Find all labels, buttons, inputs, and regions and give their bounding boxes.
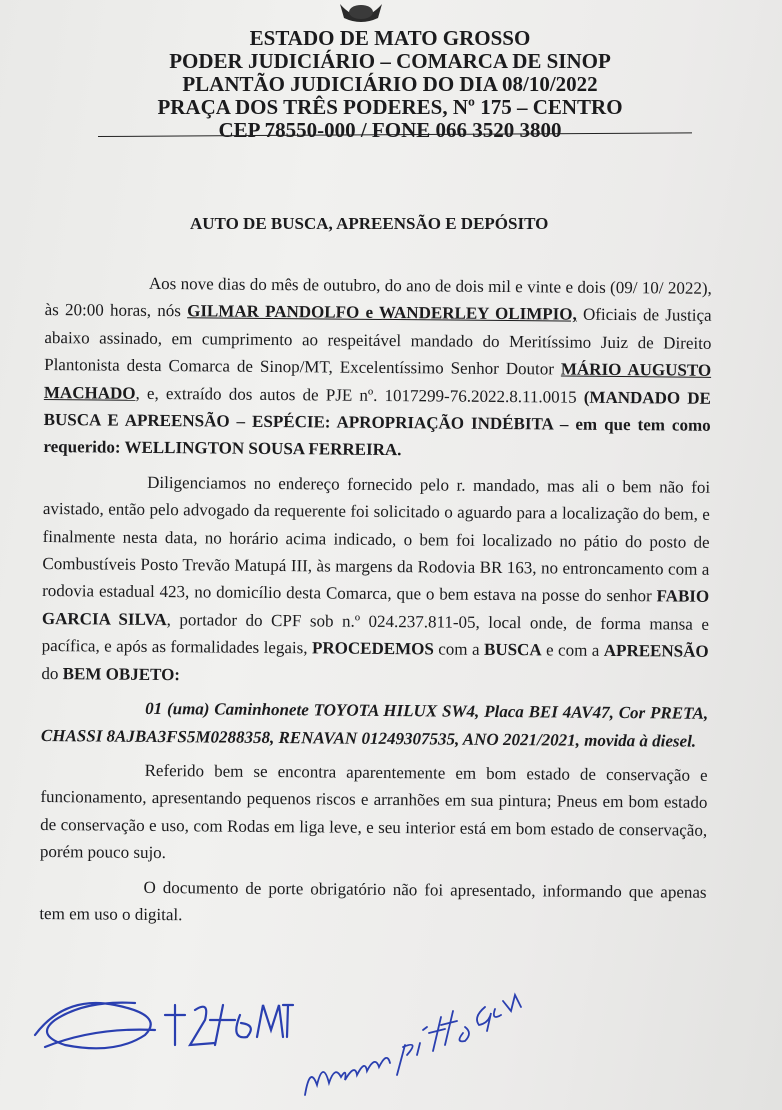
- search-keyword: BUSCA: [483, 640, 542, 660]
- document-title: AUTO DE BUSCA, APREENSÃO E DEPÓSITO: [190, 214, 549, 233]
- paragraph-diligence: [41, 468, 710, 693]
- judge-name: MÁRIO AUGUSTO MACHADO: [43, 359, 712, 403]
- paragraph-document: O documento de porte obrigatório não foi apresentado, informando que apenas tem em uso o digital.: [39, 877, 707, 925]
- object-keyword: BEM OBJETO:: [62, 663, 181, 684]
- officer-names: GILMAR PANDOLFO e WANDERLEY OLIMPIO,: [187, 301, 577, 325]
- connector-text-3: do: [41, 663, 63, 683]
- warrant-description: (MANDADO DE BUSCA E APREENSÃO – ESPÉCIE: APROPRIAÇÃO INDÉBITA – em que tem como requerido: WELLINGTON SOUSA FERREIRA.: [43, 387, 711, 460]
- officer-signature-right: [295, 955, 535, 1105]
- paragraph-intro: [43, 269, 712, 467]
- diligence-text: Diligenciamos no endereço fornecido pelo r. mandado, mas ali o bem não foi avistado, então pelo advogado da requerente foi solicitado o aguardo para a localização do bem, e finalmente nesta data, no horário acima indicado, o bem foi localizado no pátio do posto de Combustíveis Posto Trevão Matupá III, às margens da Rodovia BR 163, no entroncamento com a rodovia estadual 423, no domicílio desta Comarca, que o bem estava na posse do senhor: [42, 472, 711, 606]
- intro-text-2: Oficiais de Justiça abaixo assinado, em cumprimento ao respeitável mandado do Meritíssimo Juiz de Direito Plantonista desta Comarca de Sinop/MT, Excelentíssimo Senhor Doutor: [44, 305, 712, 379]
- proceed-keyword: PROCEDEMOS: [311, 638, 434, 659]
- intro-text: Aos nove dias do mês de outubro, do ano de dois mil e vinte e dois (09/ 10/ 2022), às 20:00 horas, nós: [44, 273, 712, 321]
- header-line-court: PODER JUDICIÁRIO – COMARCA DE SINOP: [169, 49, 611, 73]
- officer-signature-left: [25, 975, 295, 1065]
- header-line-duty-date: PLANTÃO JUDICIÁRIO DO DIA 08/10/2022: [182, 72, 598, 96]
- state-emblem-icon: [336, 0, 386, 26]
- paragraph-condition: Referido bem se encontra aparentemente em bom estado de conservação e funcionamento, apresentando pequenos riscos e arranhões em sua pintura; Pneus em bom estado de conservação e uso, com Rodas em liga leve, e seu interior está em bom estado de conservação, porém pouco sujo.: [39, 760, 708, 863]
- header-line-state: ESTADO DE MATO GROSSO: [249, 26, 531, 50]
- seizure-keyword: APREENSÃO: [603, 641, 709, 662]
- case-number-text: , e, extraído dos autos de PJE nº. 1017299-76.2022.8.11.0015: [135, 383, 584, 407]
- vehicle-description: 01 (uma) Caminhonete TOYOTA HILUX SW4, Placa BEI 4AV47, Cor PRETA, CHASSI 8AJBA3FS5M0288358, RENAVAN 01249307535, ANO 2021/2021, movida à diesel.: [40, 698, 709, 751]
- document-body: [39, 269, 712, 940]
- diligence-text-2: , portador do CPF sob n.º 024.237.811-05, local onde, de forma mansa e pacífica, e após as formalidades legais,: [41, 609, 710, 658]
- header-line-contact: CEP 78550-000 / FONE 066 3520 3800: [218, 118, 562, 142]
- connector-text-2: e com a: [541, 640, 604, 661]
- possessor-name: FABIO GARCIA SILVA: [41, 586, 710, 629]
- connector-text: com a: [433, 639, 485, 660]
- court-header: [120, 27, 660, 142]
- header-line-address: PRAÇA DOS TRÊS PODERES, Nº 175 – CENTRO: [157, 95, 623, 119]
